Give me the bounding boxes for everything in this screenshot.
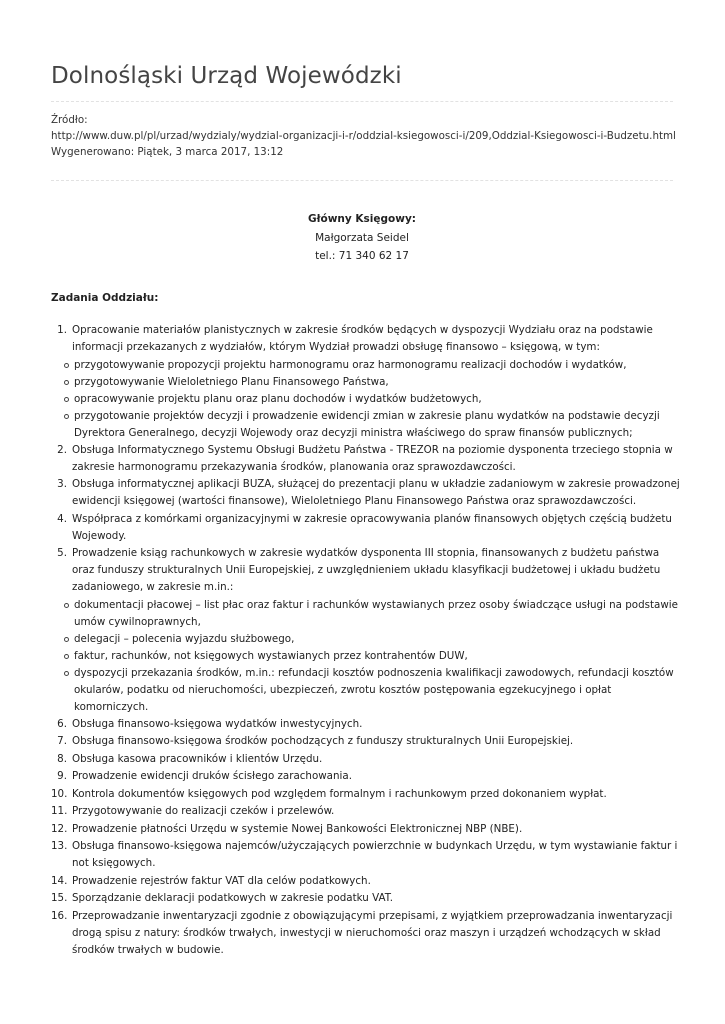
sub-list-item (51, 408, 681, 442)
sub-item-text: przygotowywanie Wieloletniego Planu Finansowego Państwa, (74, 375, 389, 388)
sub-item-text: faktur, rachunków, not księgowych wystawianych przez kontrahentów DUW, (74, 649, 468, 662)
item-number: 4. (57, 512, 67, 525)
item-text: Obsługa finansowo-księgowa środków pochodzących z funduszy strukturalnych Unii Europejskiej. (72, 735, 574, 747)
contact-block (51, 210, 673, 266)
list-item (51, 322, 681, 356)
list-item (51, 873, 681, 890)
item-number: 16. (51, 909, 68, 922)
list-item (51, 511, 681, 545)
sub-list-item (51, 631, 681, 648)
list-item (51, 786, 681, 803)
divider (51, 180, 673, 181)
bullet-icon (64, 671, 69, 676)
generated-date: Wygenerowano: Piątek, 3 marca 2017, 13:12 (51, 146, 284, 158)
list-item (51, 751, 681, 768)
list-item (51, 733, 681, 750)
bullet-icon (64, 397, 69, 402)
item-number: 9. (57, 770, 67, 782)
item-text: Opracowanie materiałów planistycznych w zakresie środków będących w dyspozycji Wydziału oraz na podstawie informacji przekazanych z wydziałów, którym Wydział prowadzi obsługę finansowo – księgową, w tym: (72, 324, 653, 353)
item-text: Współpraca z komórkami organizacyjnymi w zakresie opracowywania planów finansowych objętych częścią budżetu Wojewody. (72, 512, 672, 542)
item-text: Kontrola dokumentów księgowych pod względem formalnym i rachunkowym przed dokonaniem wypłat. (72, 787, 607, 800)
list-item (51, 476, 681, 510)
item-number: 3. (57, 478, 67, 490)
item-text: Obsługa informatycznej aplikacji BUZA, służącej do prezentacji planu w układzie zadaniowym w zakresie prowadzonej ewidencji księgowej (wartości finansowe), Wieloletniego Planu Finansowego Państwa oraz sprawozdawczości. (72, 478, 680, 507)
bullet-icon (64, 414, 69, 419)
bullet-icon (64, 380, 69, 385)
sub-list-item (51, 665, 681, 716)
item-number: 12. (51, 822, 68, 835)
item-text: Obsługa finansowo-księgowa najemców/użyczających powierzchnie w budynkach Urzędu, w tym wystawianie faktur i not księgowych. (72, 840, 678, 869)
sub-list-item (51, 357, 681, 374)
source-label: Źródło: (51, 114, 88, 126)
item-text: Obsługa kasowa pracowników i klientów Urzędu. (72, 752, 323, 765)
list-item (51, 803, 681, 820)
task-list (51, 322, 681, 959)
divider (51, 101, 673, 102)
sub-item-text: dyspozycji przekazania środków, m.in.: refundacji kosztów podnoszenia kwalifikacji zawodowych, refundacji kosztów okularów, podatku od nieruchomości, ubezpieczeń, zwrotu kosztów postępowania egzekucyjnego i opłat komorniczych. (74, 666, 674, 713)
sub-item-text: delegacji – polecenia wyjazdu służbowego, (74, 632, 295, 645)
sub-item-text: opracowywanie projektu planu oraz planu dochodów i wydatków budżetowych, (74, 392, 482, 405)
item-text: Obsługa Informatycznego Systemu Obsługi Budżetu Państwa - TREZOR na poziomie dysponenta trzeciego stopnia w zakresie harmonogramu przekazywania środków, planowania oraz sprawozdawczości. (72, 443, 673, 473)
list-item (51, 442, 681, 476)
list-item (51, 838, 681, 872)
list-item (51, 716, 681, 733)
item-number: 6. (57, 717, 67, 730)
bullet-icon (64, 363, 69, 368)
item-text: Prowadzenie rejestrów faktur VAT dla celów podatkowych. (72, 874, 371, 887)
item-number: 15. (51, 892, 68, 904)
list-item (51, 908, 681, 959)
sub-list-item (51, 391, 681, 408)
source-meta (51, 112, 681, 160)
list-item (51, 768, 681, 785)
list-item (51, 545, 681, 596)
item-number: 13. (51, 840, 68, 852)
source-url: http://www.duw.pl/pl/urzad/wydzialy/wydzial-organizacji-i-r/oddzial-ksiegowosci-i/209,Oddzial-Ksiegowosci-i-Budzetu.html (51, 130, 676, 142)
item-number: 14. (51, 874, 68, 887)
item-text: Prowadzenie ewidencji druków ścisłego zarachowania. (72, 770, 352, 782)
tasks-heading: Zadania Oddziału: (51, 292, 159, 304)
sub-item-text: dokumentacji płacowej – list płac oraz faktur i rachunków wystawianych przez osoby świadczące usługi na podstawie umów cywilnoprawnych, (74, 598, 678, 628)
bullet-icon (64, 654, 69, 659)
role-label: Główny Księgowy: (308, 213, 416, 225)
item-number: 10. (51, 787, 68, 800)
bullet-icon (64, 603, 69, 608)
item-text: Przygotowywanie do realizacji czeków i przelewów. (72, 805, 335, 817)
sub-item-text: przygotowanie projektów decyzji i prowadzenie ewidencji zmian w zakresie planu wydatków na podstawie decyzji Dyrektora Generalnego, decyzji Wojewody oraz decyzji ministra właściwego do spraw finansów publicznych; (74, 409, 660, 439)
bullet-icon (64, 637, 69, 642)
item-text: Prowadzenie płatności Urzędu w systemie Nowej Bankowości Elektronicznej NBP (NBE). (72, 822, 523, 835)
contact-name: Małgorzata Seidel (315, 231, 409, 244)
item-text: Przeprowadzanie inwentaryzacji zgodnie z obowiązującymi przepisami, z wyjątkiem przeprowadzania inwentaryzacji drogą spisu z natury: środków trwałych, inwestycji w nieruchomości oraz maszyn i urządzeń wchodzących w skład środków trwałych w budowie. (72, 909, 673, 956)
item-number: 1. (57, 324, 67, 336)
item-text: Sporządzanie deklaracji podatkowych w zakresie podatku VAT. (72, 892, 394, 904)
item-text: Obsługa finansowo-księgowa wydatków inwestycyjnych. (72, 717, 363, 730)
item-text: Prowadzenie ksiąg rachunkowych w zakresie wydatków dysponenta III stopnia, finansowanych z budżetu państwa oraz funduszy strukturalnych Unii Europejskiej, z uwzględnieniem układu klasyfikacji budżetowej i układu budżetu zadaniowego, w zakresie m.in.: (72, 547, 661, 593)
sub-list-item (51, 597, 681, 631)
sub-item-text: przygotowywanie propozycji projektu harmonogramu oraz harmonogramu realizacji dochodów i wydatków, (74, 358, 627, 371)
contact-phone: tel.: 71 340 62 17 (315, 250, 409, 262)
item-number: 7. (57, 735, 67, 747)
sub-list-item (51, 374, 681, 391)
list-item (51, 890, 681, 907)
item-number: 8. (57, 752, 67, 765)
page-title: Dolnośląski Urząd Wojewódzki (51, 63, 402, 89)
item-number: 11. (51, 805, 68, 817)
item-number: 5. (57, 547, 67, 559)
sub-list-item (51, 648, 681, 665)
item-number: 2. (57, 443, 67, 456)
list-item (51, 821, 681, 838)
